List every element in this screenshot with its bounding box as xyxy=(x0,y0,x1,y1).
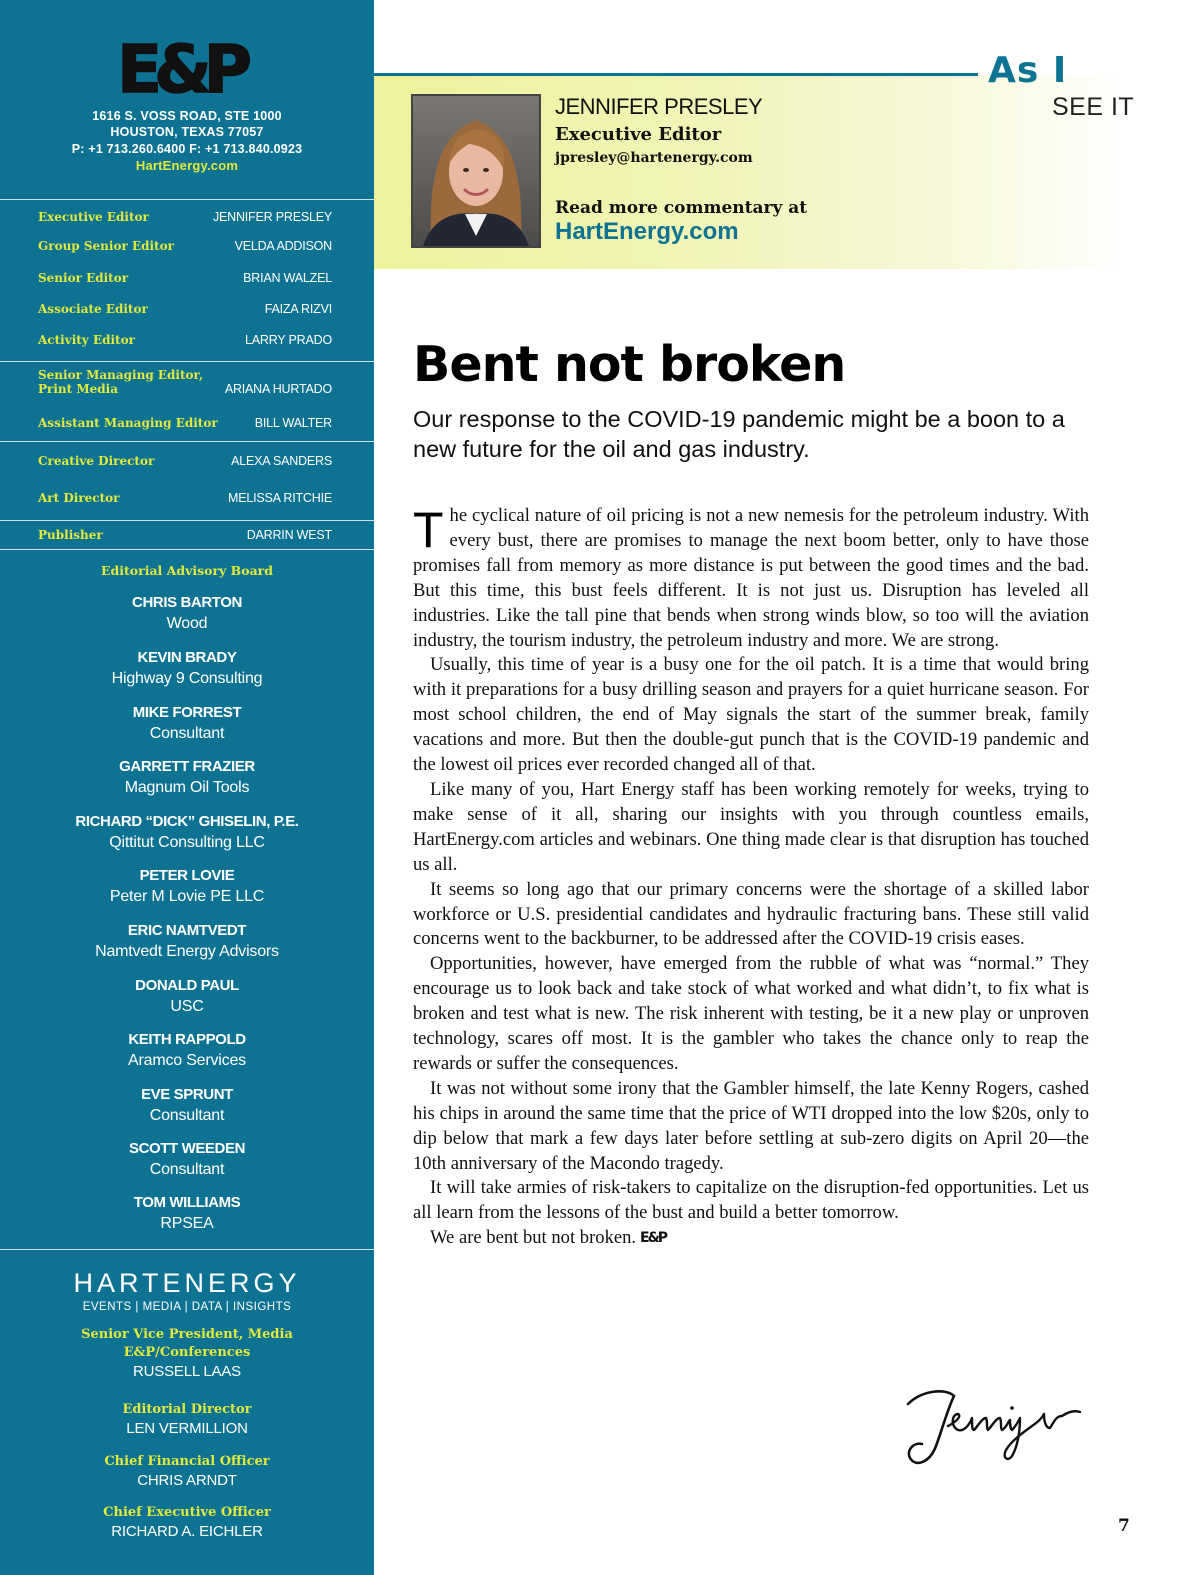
board-member-company: RPSEA xyxy=(160,1215,214,1232)
board-member-name: EVE SPRUNT xyxy=(141,1086,233,1103)
article-body xyxy=(413,504,1089,1251)
advisory-board-heading: Editorial Advisory Board xyxy=(100,563,273,578)
board-member xyxy=(0,921,374,962)
website-link[interactable]: HartEnergy.com xyxy=(135,158,239,173)
masthead-role: Senior Editor xyxy=(38,271,129,285)
masthead-role: Publisher xyxy=(38,528,103,542)
board-member-company: Highway 9 Consulting xyxy=(111,670,263,687)
article-headline: Bent not broken xyxy=(413,336,846,393)
divider xyxy=(0,441,374,442)
executive-name: RUSSELL LAAS xyxy=(133,1363,241,1380)
address-line-1: 1616 S. VOSS ROAD, STE 1000 xyxy=(92,109,282,123)
article-paragraph: It was not without some irony that the Gambler himself, the late Kenny Rogers, cashed his chips in around the same time that the price of WTI dropped into the low $20s, only to dip below that mark a few days later before settling at sub-zero digits on April 20—the 10th anniversary of the Macondo tragedy. xyxy=(413,1077,1089,1174)
executive-entry xyxy=(0,1504,374,1541)
board-member xyxy=(0,812,374,853)
executive-name: CHRIS ARNDT xyxy=(137,1472,237,1489)
masthead-name: ARIANA HURTADO xyxy=(224,382,332,396)
ep-logo xyxy=(115,36,259,98)
masthead-row xyxy=(0,239,374,263)
masthead-role: Assistant Managing Editor xyxy=(38,416,218,430)
board-member-name: KEITH RAPPOLD xyxy=(128,1031,246,1048)
read-more-link[interactable]: HartEnergy.com xyxy=(555,218,739,245)
masthead-name: ALEXA SANDERS xyxy=(231,454,332,468)
article-paragraph: It will take armies of risk-takers to capitalize on the disruption-fed opportunities. Let us all learn from the lessons of the bust and build a better tomorrow. xyxy=(413,1177,1089,1224)
board-member xyxy=(0,866,374,907)
board-member xyxy=(0,648,374,689)
board-member xyxy=(0,976,374,1017)
executive-role-line2: E&P/Conferences xyxy=(123,1345,251,1360)
masthead-name: BRIAN WALZEL xyxy=(243,271,332,285)
board-member-company: Magnum Oil Tools xyxy=(124,779,250,796)
masthead-role: Executive Editor xyxy=(38,210,149,224)
masthead-row xyxy=(0,271,374,295)
masthead-row xyxy=(0,491,374,515)
svg-text:E&P: E&P xyxy=(640,1230,667,1245)
executive-name: LEN VERMILLION xyxy=(126,1420,248,1437)
board-member-name: KEVIN BRADY xyxy=(137,649,237,666)
executive-entry xyxy=(0,1401,374,1438)
article-paragraph: Like many of you, Hart Energy staff has been working remotely for weeks, trying to make sense of it all, sharing our insights with you through countless emails, HartEnergy.com articles and webinars. One thing made clear is that disruption has touched us all. xyxy=(413,778,1089,875)
board-member xyxy=(0,1139,374,1180)
masthead-row xyxy=(0,454,374,478)
drop-cap: T xyxy=(413,502,444,558)
hart-energy-logo-part2: ENERGY xyxy=(162,1268,301,1298)
article-deck: Our response to the COVID-19 pandemic might be a boon to a new future for the oil and gas industry. xyxy=(413,406,1065,462)
board-member-company: Consultant xyxy=(149,725,225,742)
executive-entry xyxy=(0,1453,374,1490)
board-member-name: DONALD PAUL xyxy=(135,977,239,994)
board-member-company: Namtvedt Energy Advisors xyxy=(95,943,279,960)
divider xyxy=(0,1249,374,1250)
article-paragraph: It seems so long ago that our primary concerns were the shortage of a skilled labor workforce or U.S. presidential candidates and hydraulic fracturing bans. These still valid concerns went to the backburner, to be addressed after the COVID-19 crisis eases. xyxy=(413,878,1089,950)
board-member-name: ERIC NAMTVEDT xyxy=(127,922,247,939)
executive-role: Senior Vice President, Media xyxy=(81,1327,293,1342)
executive-role: Editorial Director xyxy=(122,1402,252,1417)
divider xyxy=(0,520,374,521)
board-member xyxy=(0,1193,374,1234)
author-email-link[interactable]: jpresley@hartenergy.com xyxy=(555,150,753,166)
masthead-name: LARRY PRADO xyxy=(245,333,332,347)
ep-end-mark-icon xyxy=(640,1230,670,1244)
executive-role: Chief Financial Officer xyxy=(104,1454,270,1469)
board-member-company: Consultant xyxy=(149,1161,225,1178)
board-member-company: Consultant xyxy=(149,1107,225,1124)
paragraph-text: he cyclical nature of oil pricing is not a new nemesis for the petroleum industry. With every bust, there are promises to manage the next boom better, only to have those promises fall from memory as more distance is put between the good times and the bad. But this time, this bust feels different. It is not just us. Disruption has leveled all industries. Like the tall pine that bends when strong winds blow, so too will the aviation industry, the tourism industry, the petroleum industry and more. We are strong. xyxy=(413,505,1089,651)
board-member xyxy=(0,757,374,798)
masthead-role: Activity Editor xyxy=(38,333,135,347)
author-photo xyxy=(411,94,541,248)
masthead-name: DARRIN WEST xyxy=(246,528,332,542)
svg-text:E&P: E&P xyxy=(117,36,245,98)
column-title-see-it: SEE IT xyxy=(1052,93,1135,121)
masthead-role: Senior Managing Editor, xyxy=(38,368,204,382)
board-member-name: RICHARD “DICK” GHISELIN, P.E. xyxy=(75,813,299,830)
hart-energy-tagline: EVENTS | MEDIA | DATA | INSIGHTS xyxy=(82,1301,292,1313)
board-member-name: CHRIS BARTON xyxy=(132,594,242,611)
board-member xyxy=(0,703,374,744)
masthead-row xyxy=(0,210,374,234)
masthead-name: BILL WALTER xyxy=(254,416,332,430)
board-member-name: TOM WILLIAMS xyxy=(133,1194,241,1211)
masthead-row xyxy=(0,368,374,402)
article-paragraph: Opportunities, however, have emerged from the rubble of what was “normal.” They encourage us to look back and take stock of what worked and what didn’t, to fix what is broken and test what is new. The risk inherent with testing, be it a new play or unproven technology, scares off most. It is the gambler who takes the chance only to reap the rewards or suffer the consequences. xyxy=(413,953,1089,1074)
read-more-label: Read more commentary at xyxy=(555,198,808,218)
board-member-company: Aramco Services xyxy=(128,1052,246,1069)
board-member-company: Qittitut Consulting LLC xyxy=(109,834,265,851)
article-paragraph xyxy=(413,504,1089,653)
header-rule xyxy=(374,73,978,76)
board-member-company: USC xyxy=(170,998,204,1015)
author-portrait-illustration xyxy=(413,96,539,246)
board-member-name: PETER LOVIE xyxy=(139,867,235,884)
masthead-name: MELISSA RITCHIE xyxy=(228,491,332,505)
divider xyxy=(0,549,374,550)
hart-energy-logo-part1: HART xyxy=(73,1268,163,1298)
masthead-role: Associate Editor xyxy=(38,302,148,316)
board-member xyxy=(0,1085,374,1126)
masthead-role-line2: Print Media xyxy=(38,382,118,396)
masthead-role: Creative Director xyxy=(38,454,155,468)
masthead-sidebar xyxy=(0,0,374,1575)
masthead-row xyxy=(0,302,374,326)
executive-role: Chief Executive Officer xyxy=(103,1505,271,1520)
phone-fax: P: +1 713.260.6400 F: +1 713.840.0923 xyxy=(71,142,303,156)
address-line-2: HOUSTON, TEXAS 77057 xyxy=(110,125,264,139)
masthead-row xyxy=(0,416,374,440)
masthead-role: Group Senior Editor xyxy=(38,239,174,253)
masthead-name: VELDA ADDISON xyxy=(234,239,332,253)
masthead-row xyxy=(0,333,374,357)
masthead-name: JENNIFER PRESLEY xyxy=(212,210,332,224)
board-member-name: GARRETT FRAZIER xyxy=(119,758,255,775)
board-member-name: MIKE FORREST xyxy=(132,704,242,721)
board-member-company: Peter M Lovie PE LLC xyxy=(109,888,265,905)
board-member-company: Wood xyxy=(166,615,208,632)
closing-line: We are bent but not broken. xyxy=(430,1227,637,1249)
divider xyxy=(0,199,374,200)
masthead-name: FAIZA RIZVI xyxy=(264,302,332,316)
board-member xyxy=(0,593,374,634)
editor-signature xyxy=(902,1382,1084,1472)
article-paragraph: Usually, this time of year is a busy one for the oil patch. It is a time that would bring with it preparations for a busy drilling season and prayers for a quiet hurricane season. For most school children, the end of May signals the start of the summer break, family vacations and more. But then the double-gut punch that is the COVID-19 pandemic and the lowest oil prices ever recorded changed all of that. xyxy=(413,654,1089,776)
page-number: 7 xyxy=(1118,1516,1130,1536)
column-title-as-i: As I xyxy=(988,50,1068,91)
hart-energy-logo xyxy=(0,1268,374,1299)
author-name: JENNIFER PRESLEY xyxy=(555,94,763,119)
board-member xyxy=(0,1030,374,1071)
masthead-role: Art Director xyxy=(38,491,120,505)
divider xyxy=(0,361,374,362)
board-member-name: SCOTT WEEDEN xyxy=(128,1140,246,1157)
executive-entry xyxy=(0,1326,374,1381)
executive-name: RICHARD A. EICHLER xyxy=(111,1523,263,1540)
article-paragraph xyxy=(413,1226,1089,1251)
author-title: Executive Editor xyxy=(555,124,722,145)
